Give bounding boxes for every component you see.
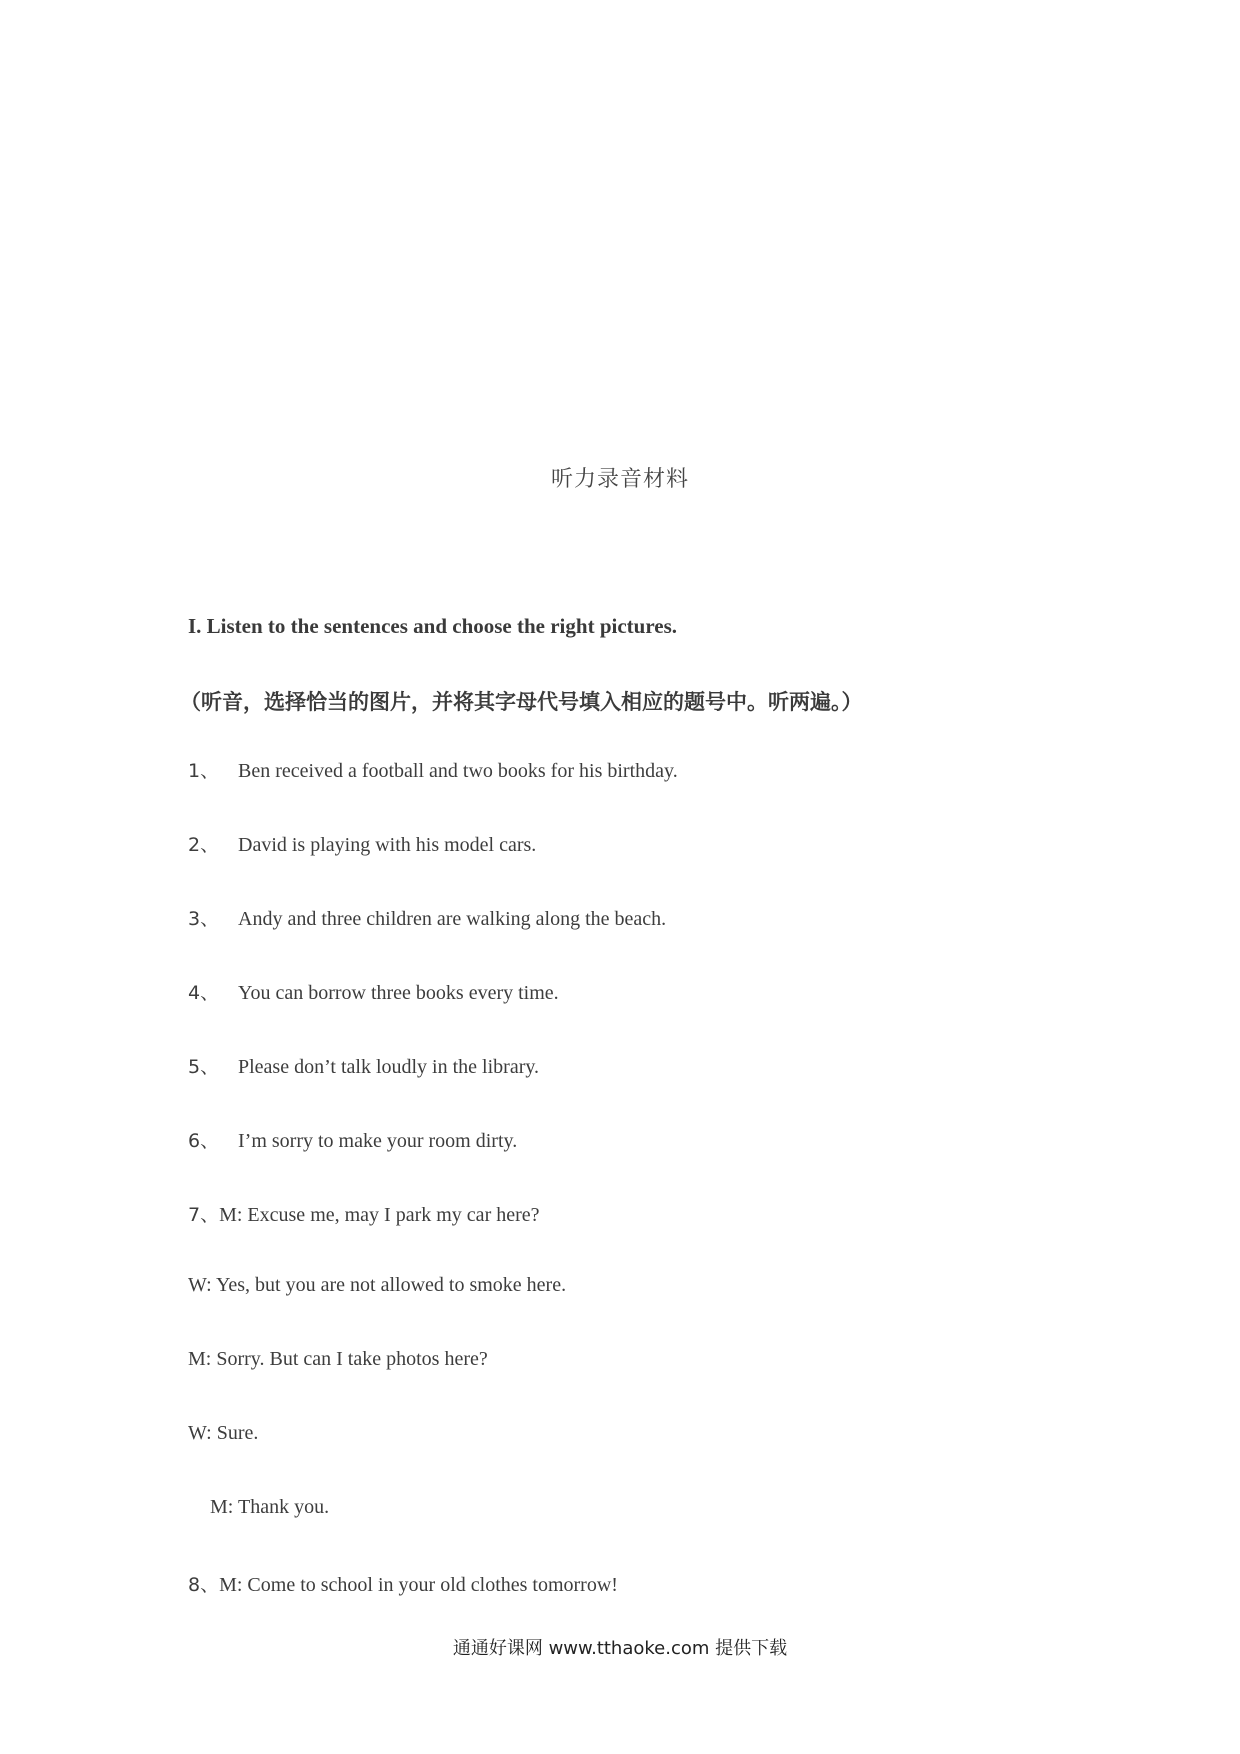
item-number: 1、 <box>188 760 220 782</box>
dialogue-line: M: Thank you. <box>210 1496 330 1518</box>
dialogue-line <box>188 1200 540 1227</box>
list-item <box>188 830 536 857</box>
section-instruction: （听音，选择恰当的图片，并将其字母代号填入相应的题号中。听两遍。） <box>180 690 863 714</box>
dialogue-line: M: Sorry. But can I take photos here? <box>188 1348 488 1370</box>
item-text: I’m sorry to make your room dirty. <box>238 1130 518 1152</box>
item-number: 6、 <box>188 1130 220 1152</box>
item-text: Andy and three children are walking along the beach. <box>238 908 667 930</box>
item-text: Please don’t talk loudly in the library. <box>238 1056 540 1078</box>
item-number: 8、 <box>188 1574 220 1596</box>
page-title: 听力录音材料 <box>550 467 689 492</box>
item-text: You can borrow three books every time. <box>238 982 559 1004</box>
item-text: Ben received a football and two books for his birthday. <box>238 760 678 782</box>
dialogue-line: W: Yes, but you are not allowed to smoke here. <box>188 1274 567 1296</box>
dialogue-line: W: Sure. <box>188 1422 259 1444</box>
section-heading: I. Listen to the sentences and choose the right pictures. <box>188 614 678 638</box>
dialogue-text: M: Excuse me, may I park my car here? <box>219 1204 540 1226</box>
list-item <box>188 978 559 1005</box>
dialogue-text: M: Come to school in your old clothes tomorrow! <box>219 1574 618 1596</box>
list-item <box>188 1126 517 1153</box>
dialogue-line <box>188 1570 618 1597</box>
list-item <box>188 756 678 783</box>
item-number: 7、 <box>188 1204 220 1226</box>
item-number: 4、 <box>188 982 220 1004</box>
item-number: 5、 <box>188 1056 220 1078</box>
footer-credit: 通通好课网 www.tthaoke.com 提供下载 <box>452 1638 788 1659</box>
list-item <box>188 904 666 931</box>
list-item <box>188 1052 539 1079</box>
item-number: 2、 <box>188 834 220 856</box>
item-text: David is playing with his model cars. <box>238 834 537 856</box>
item-number: 3、 <box>188 908 220 930</box>
